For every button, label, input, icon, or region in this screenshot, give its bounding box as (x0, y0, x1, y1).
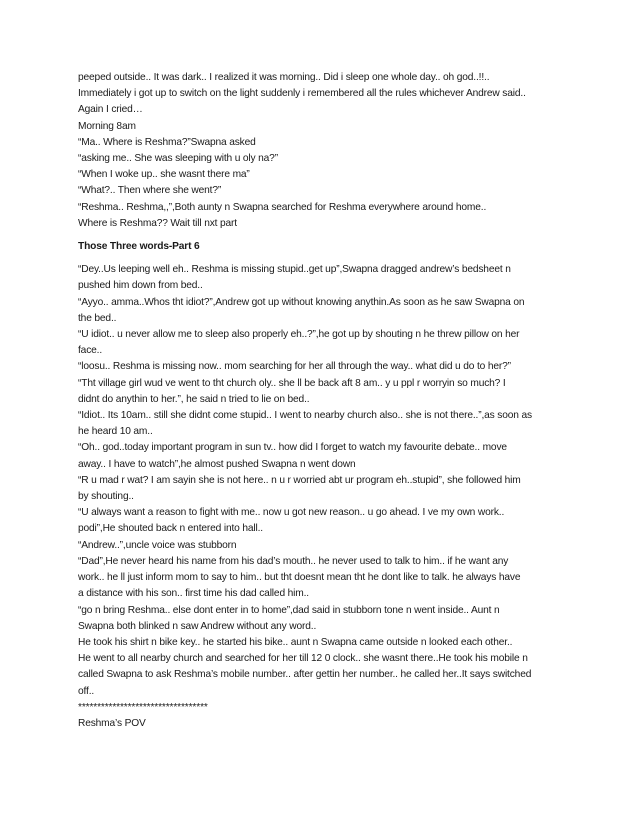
text-line: He took his shirt n bike key.. he started his bike.. aunt n Swapna came outside n looked each other.. (78, 636, 513, 648)
story-text (78, 70, 568, 732)
text-line: “asking me.. She was sleeping with u oly na?” (78, 153, 278, 165)
text-line: Swapna both blinked n saw Andrew without any word.. (78, 620, 317, 632)
text-line: “R u mad r wat? I am sayin she is not here.. n u r worried abt ur program eh..stupid”, she followed him (78, 474, 521, 486)
chapter-heading: Those Three words-Part 6 (78, 241, 200, 253)
text-line: face.. (78, 345, 103, 357)
text-line: “Idiot.. Its 10am.. still she didnt come stupid.. I went to nearby church also.. she is not there..”,as soon as (78, 410, 532, 422)
text-line: Again I cried… (78, 104, 143, 116)
text-line: “Ma.. Where is Reshma?”Swapna asked (78, 136, 256, 148)
text-line: “Dey..Us leeping well eh.. Reshma is missing stupid..get up”,Swapna dragged andrew’s bedsheet n (78, 264, 511, 276)
text-line: “Dad”,He never heard his name from his dad’s mouth.. he never used to talk to him.. if he want any (78, 555, 509, 567)
text-line: away.. I have to watch”,he almost pushed Swapna n went down (78, 458, 356, 470)
text-line: pushed him down from bed.. (78, 280, 203, 292)
text-line: ********************************** (78, 701, 208, 713)
chapter-body (78, 262, 568, 732)
text-line: He went to all nearby church and searched for her till 12 0 clock.. she wasnt there..He took his mobile n (78, 653, 528, 665)
text-line: work.. he ll just inform mom to say to him.. but tht doesnt mean tht he dont like to talk. he always have (78, 572, 521, 584)
text-line: the bed.. (78, 312, 117, 324)
text-line: “Andrew..”,uncle voice was stubborn (78, 539, 237, 551)
text-line: “U always want a reason to fight with me.. now u got new reason.. u go ahead. I ve my own work.. (78, 507, 505, 519)
text-line: by shouting.. (78, 491, 134, 503)
text-line: off.. (78, 685, 95, 697)
text-line: didnt do anythin to her.”, he said n tried to lie on bed.. (78, 393, 310, 405)
text-line: “Tht village girl wud ve went to tht church oly.. she ll be back aft 8 am.. y u ppl r worryin so much? I (78, 377, 506, 389)
text-line: “U idiot.. u never allow me to sleep also properly eh..?”,he got up by shouting n he threw pillow on her (78, 329, 520, 341)
text-line: “Oh.. god..today important program in sun tv.. how did I forget to watch my favourite debate.. move (78, 442, 507, 454)
text-line: Morning 8am (78, 120, 136, 132)
text-line: Where is Reshma?? Wait till nxt part (78, 217, 237, 229)
text-line: a distance with his son.. first time his dad called him.. (78, 588, 309, 600)
text-line: called Swapna to ask Reshma’s mobile number.. after gettin her number.. he called her..It says switched (78, 669, 532, 681)
intro-section (78, 70, 568, 232)
text-line: he heard 10 am.. (78, 426, 153, 438)
text-line: podi”,He shouted back n entered into hall.. (78, 523, 263, 535)
text-line: “go n bring Reshma.. else dont enter in to home”,dad said in stubborn tone n went inside.. Aunt n (78, 604, 500, 616)
text-line: “What?.. Then where she went?” (78, 185, 222, 197)
text-line: “Reshma.. Reshma,,”,Both aunty n Swapna searched for Reshma everywhere around home.. (78, 201, 487, 213)
text-line: Immediately i got up to switch on the light suddenly i remembered all the rules whichever Andrew said.. (78, 88, 526, 100)
text-line: peeped outside.. It was dark.. I realized it was morning.. Did i sleep one whole day.. oh god..!!.. (78, 72, 490, 83)
text-line: “When I woke up.. she wasnt there ma” (78, 169, 250, 181)
text-line: “Ayyo.. amma..Whos tht idiot?”,Andrew got up without knowing anythin.As soon as he saw Swapna on (78, 296, 525, 308)
text-line: “loosu.. Reshma is missing now.. mom searching for her all through the way.. what did u do to her?” (78, 361, 511, 373)
text-line: Reshma’s POV (78, 717, 146, 729)
